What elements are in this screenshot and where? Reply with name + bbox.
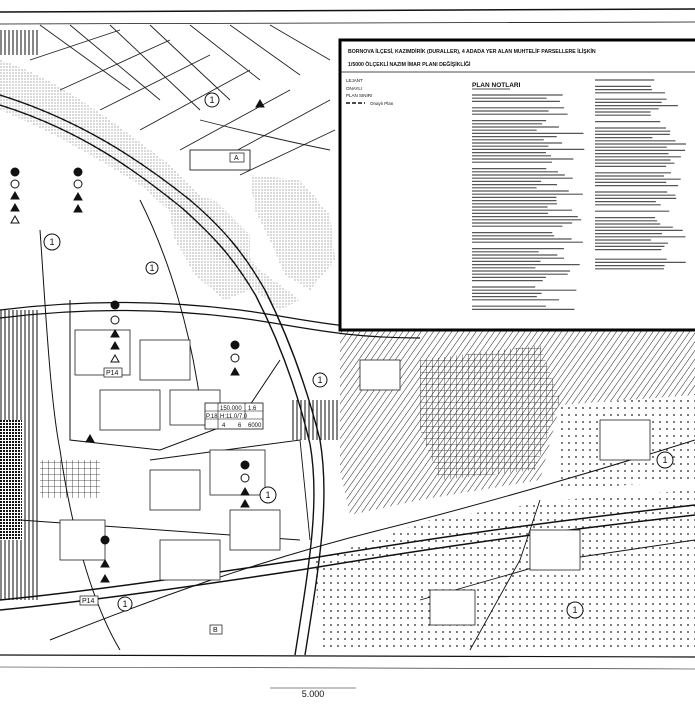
zoning-parameter-table [205, 403, 263, 429]
zone-label: 1 [149, 263, 155, 273]
zone-label: 1 [209, 95, 215, 105]
table-cell: 1.6 [248, 406, 257, 412]
table-cell: H:11.0/7.0 [220, 414, 248, 420]
legend-item: ONAYLI [346, 86, 363, 91]
map-tag: A [234, 155, 239, 162]
west-urban-fabric-2 [0, 420, 22, 540]
north-west-block [0, 30, 40, 55]
table-cell: 150.000 [220, 406, 242, 412]
zone-label: 1 [49, 237, 55, 247]
legend-line-label: Onaylı Plan [370, 101, 394, 106]
central-block-grid [40, 460, 100, 498]
area-code-label: P14 [82, 598, 95, 605]
zone-label: 1 [317, 375, 323, 385]
table-cell: P.18 [206, 414, 218, 420]
plan-notes-panel [340, 40, 695, 330]
panel-title-line1: BORNOVA İLÇESİ, KAZIMDİRİK (DURALLER), 4 ADADA YER ALAN MUHTELİF PARSELLERE İLİŞKİN [348, 49, 596, 55]
map-tag: B [213, 627, 218, 634]
legend-item: PLAN SINIRI [346, 93, 373, 98]
zone-label: 1 [572, 605, 578, 615]
scale-label: 5.000 [301, 689, 325, 699]
zone-label: 1 [265, 490, 271, 500]
panel-title-line2: 1/5000 ÖLÇEKLİ NAZIM İMAR PLANI DEĞİŞİKLİĞİ [348, 62, 471, 68]
table-cell: 6000 [248, 423, 262, 429]
notes-title: PLAN NOTLARI [472, 82, 521, 89]
area-code-label: P14 [106, 370, 119, 377]
legend-item: LEJANT [346, 78, 363, 83]
zone-label: 1 [662, 455, 668, 465]
table-cell: 4 [222, 423, 226, 429]
table-cell: 6 [238, 423, 242, 429]
zone-label: 1 [122, 599, 128, 609]
